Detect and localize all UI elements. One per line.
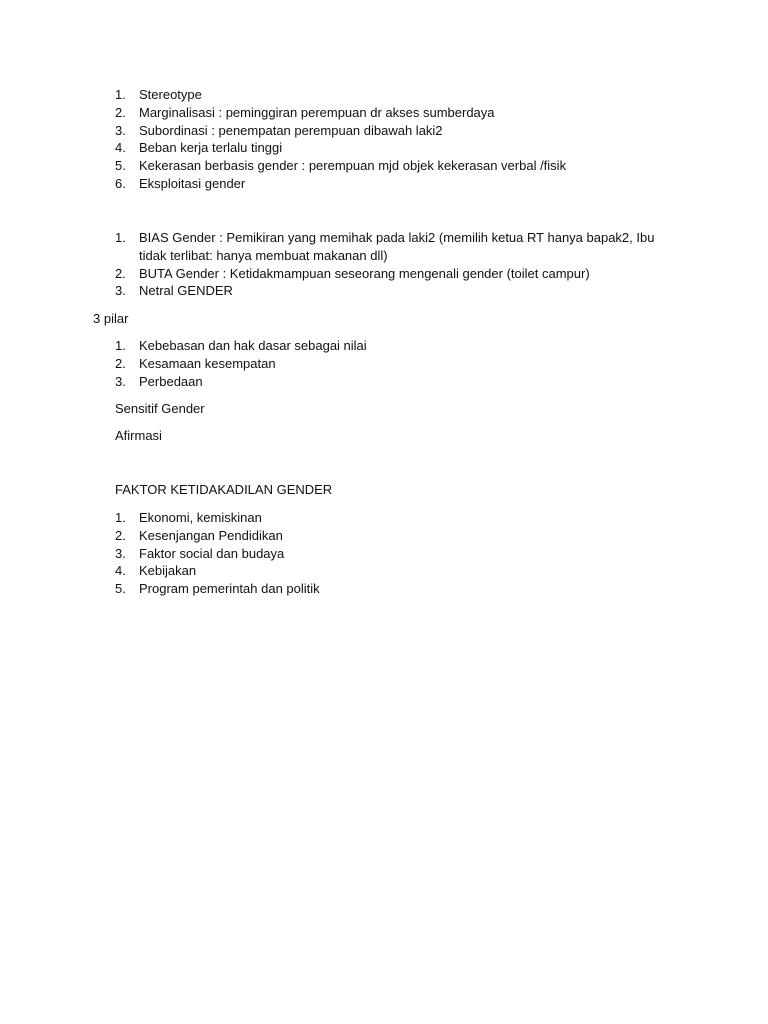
list-item-text: Kekerasan berbasis gender : perempuan mjd objek kekerasan verbal /fisik [139,158,567,174]
list-item [115,355,655,373]
list-item-text: Kesenjangan Pendidikan [139,527,283,543]
list-number: 1. [115,230,126,245]
pilar-heading: 3 pilar [93,311,129,326]
list-number: 2. [115,527,126,543]
list-item [115,265,655,283]
faktor-heading: FAKTOR KETIDAKADILAN GENDER [115,482,333,497]
list-number: 4. [115,563,126,579]
list-number: 2. [115,355,126,371]
three-pillars-list [115,337,655,390]
list-number: 6. [115,175,126,191]
list-item [115,139,675,157]
list-item-text: BUTA Gender : Ketidakmampuan seseorang mengenali gender (toilet campur) [139,265,590,281]
list-number: 5. [115,158,126,174]
sensitif-gender-text: Sensitif Gender [115,401,205,416]
list-item [115,282,655,300]
list-item [115,580,655,598]
list-item-text: Perbedaan [139,373,203,389]
list-item-text: Ekonomi, kemiskinan [139,510,262,525]
list-item [115,545,655,563]
list-number: 1. [115,510,126,525]
list-item [115,175,675,193]
list-item [115,86,675,104]
list-number: 3. [115,373,126,389]
gender-inequality-forms-list [115,86,675,193]
list-item-text: Kesamaan kesempatan [139,355,276,371]
list-item-text: Faktor social dan budaya [139,545,285,561]
list-item [115,104,675,122]
list-item [115,157,675,175]
list-item [115,229,655,265]
list-item [115,122,675,140]
list-item-text: Kebebasan dan hak dasar sebagai nilai [139,338,367,353]
list-number: 2. [115,104,126,120]
list-item [115,337,655,355]
list-number: 3. [115,283,126,299]
list-item [115,562,655,580]
list-number: 5. [115,581,126,597]
list-number: 3. [115,122,126,138]
list-item [115,527,655,545]
list-item-text: Marginalisasi : peminggiran perempuan dr akses sumberdaya [139,104,495,120]
list-item-text: Netral GENDER [139,283,233,299]
list-item [115,373,655,391]
list-number: 3. [115,545,126,561]
afirmasi-text: Afirmasi [115,428,162,443]
list-item-text: Kebijakan [139,563,197,579]
list-item [115,509,655,527]
list-item-text: BIAS Gender : Pemikiran yang memihak pada laki2 (memilih ketua RT hanya bapak2, Ibu tidak terlibat: hanya membuat makanan dll) [139,230,655,263]
list-number: 1. [115,338,126,353]
list-item-text: Stereotype [139,87,202,102]
gender-perspective-list [115,229,655,300]
list-item-text: Beban kerja terlalu tinggi [139,140,283,156]
list-item-text: Subordinasi : penempatan perempuan dibawah laki2 [139,122,443,138]
list-number: 1. [115,87,126,102]
list-number: 4. [115,140,126,156]
list-item-text: Eksploitasi gender [139,175,246,191]
list-number: 2. [115,265,126,281]
list-item-text: Program pemerintah dan politik [139,581,320,597]
inequality-factors-list [115,509,655,598]
